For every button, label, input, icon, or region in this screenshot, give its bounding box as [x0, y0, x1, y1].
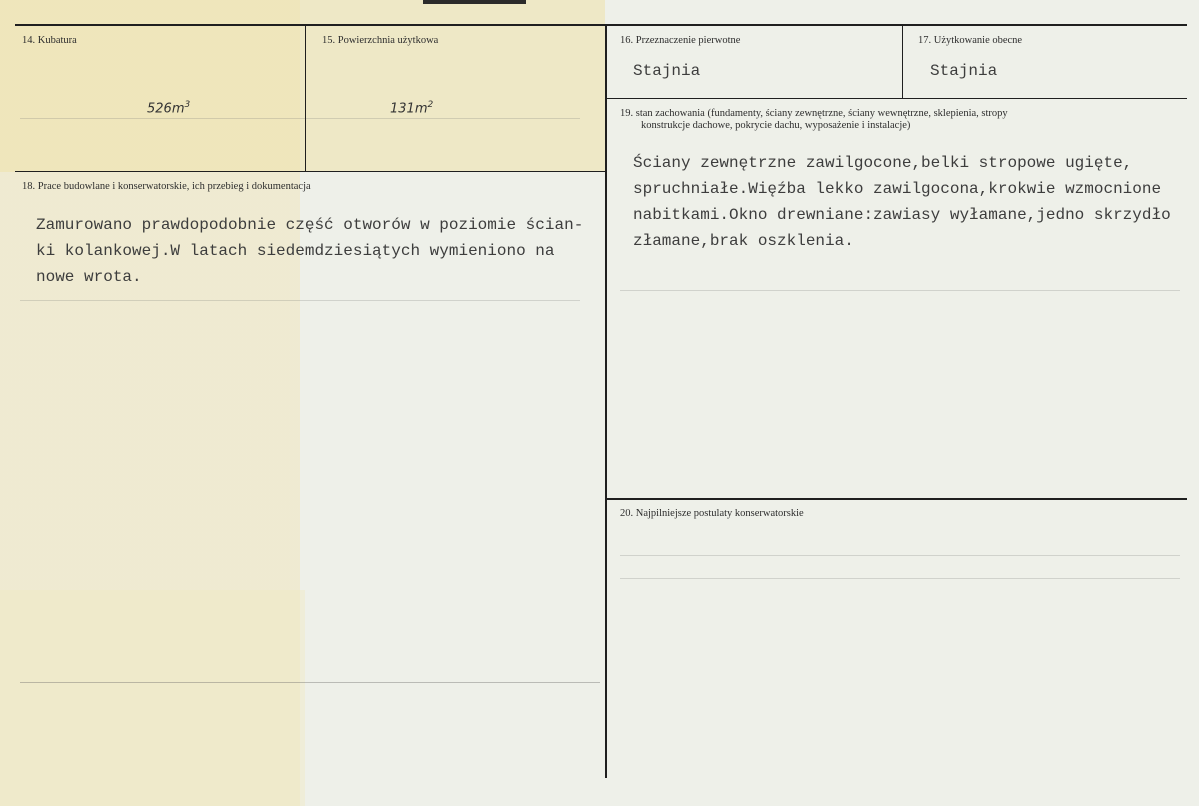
top-border: [15, 24, 1187, 26]
kubatura-number: 526m: [147, 101, 185, 117]
top-edge-mark: [423, 0, 526, 4]
uzytkowanie-label: 17. Użytkowanie obecne: [918, 35, 1023, 46]
divider-17-19: [607, 98, 1187, 99]
kubatura-unit: 3: [184, 100, 191, 110]
powierzchnia-label: 15. Powierzchnia użytkowa: [322, 35, 439, 46]
stan-line: nabitkami.Okno drewniane:zawiasy wyłamane,jedno skrzydło: [633, 206, 1171, 224]
prace-label: 18. Prace budowlane i konserwatorskie, ich przebieg i dokumentacja: [22, 181, 311, 192]
powierzchnia-number: 131m: [390, 101, 428, 117]
prace-line: nowe wrota.: [36, 268, 142, 286]
kubatura-label: 14. Kubatura: [22, 35, 77, 46]
bleed-line: [620, 578, 1180, 579]
postulaty-label: 20. Najpilniejsze postulaty konserwatorskie: [620, 508, 804, 519]
kubatura-value: [147, 100, 190, 116]
bleed-line: [20, 118, 580, 119]
bleed-line: [20, 682, 600, 683]
powierzchnia-value: [390, 100, 433, 116]
stan-label-line2: konstrukcje dachowe, pokrycie dachu, wyposażenie i instalacje): [641, 120, 911, 131]
przeznaczenie-value: Stajnia: [633, 62, 701, 80]
divider-15-18: [15, 171, 607, 172]
stan-label-line1: 19. stan zachowania (fundamenty, ściany zewnętrzne, ściany wewnętrzne, sklepienia, stropy: [620, 108, 1008, 119]
divider-19-20: [607, 498, 1187, 500]
przeznaczenie-label: 16. Przeznaczenie pierwotne: [620, 35, 741, 46]
stan-line: złamane,brak oszklenia.: [633, 232, 854, 250]
center-divider: [605, 26, 607, 778]
stan-line: Ściany zewnętrzne zawilgocone,belki stropowe ugięte,: [633, 154, 1133, 172]
bleed-line: [620, 555, 1180, 556]
powierzchnia-unit: 2: [427, 100, 434, 110]
paper-tint-lower: [0, 590, 305, 806]
prace-line: ki kolankowej.W latach siedemdziesiątych wymieniono na: [36, 242, 555, 260]
divider-14-15: [305, 26, 306, 172]
bleed-line: [20, 300, 580, 301]
prace-text: [36, 212, 583, 290]
prace-line: Zamurowano prawdopodobnie część otworów w poziomie ścian-: [36, 216, 584, 234]
uzytkowanie-value: Stajnia: [930, 62, 998, 80]
divider-16-17: [902, 26, 903, 98]
bleed-line: [620, 290, 1180, 291]
stan-line: spruchniałe.Więźba lekko zawilgocona,krokwie wzmocnione: [633, 180, 1162, 198]
stan-text: [633, 150, 1171, 254]
